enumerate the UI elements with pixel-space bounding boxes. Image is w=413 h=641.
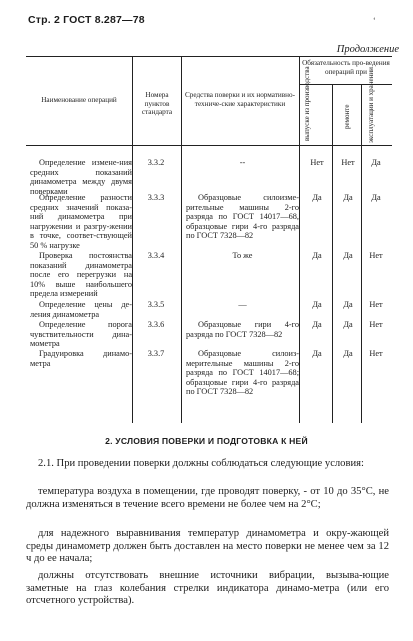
- table-row-2-operation-storage: Да: [371, 193, 381, 202]
- table-row-2-operation: Определение разности средних значений показа-ний динамометра при нагружении и разгру-жении в точке, соответ-ствующей 50 % нагрузке: [30, 193, 132, 250]
- table-row-6-operation-storage: Нет: [369, 349, 383, 358]
- page-mark: ‘: [373, 16, 376, 25]
- standard-number: ГОСТ 8.287—78: [63, 14, 145, 26]
- table-row-2-means: Образцовые силоизме-рительные машины 2-го разряда по ГОСТ 14017—68, образцовые гири 4-го разряда по ГОСТ 7328—82: [186, 193, 299, 241]
- table-row-4-operation-storage: Нет: [369, 300, 383, 309]
- table-row-6-point: 3.3.7: [147, 349, 165, 358]
- table-row-5-repair: Да: [343, 320, 353, 329]
- col-divider-4: [332, 84, 333, 423]
- header-release: выпуске из производства: [303, 66, 311, 141]
- col-divider-2: [181, 56, 182, 423]
- table-row-5-release: Да: [312, 320, 322, 329]
- table-row-1-operation: Определение измене-ния средних показаний динамометра между двумя поверками: [30, 158, 132, 196]
- table-row-6-release: Да: [312, 349, 322, 358]
- table-top-rule: [26, 56, 392, 57]
- paragraph-2: температура воздуха в помещении, где проводят поверку, - от 10 до 35°С, не должна изменяться в течение всего времени не более чем на 2°С;: [26, 486, 389, 510]
- table-header-rule: [26, 145, 392, 146]
- header-points: Номера пунктов стандарта: [141, 91, 173, 116]
- table-row-1-means: --: [239, 158, 246, 167]
- table-row-4-release: Да: [312, 300, 322, 309]
- table-row-6-repair: Да: [343, 349, 353, 358]
- table-row-3-operation: Проверка постоянства показаний динамометра после его перегрузки на 10% выше наибольшего предела измерений: [30, 251, 132, 299]
- table-row-2-release: Да: [312, 193, 322, 202]
- table-row-4-operation: Определение цены де-ления динамометра: [30, 300, 132, 319]
- continuation-label: Продолжение: [336, 44, 399, 55]
- page-number: Стр. 2: [28, 14, 61, 26]
- table-row-2-point: 3.3.3: [147, 193, 165, 202]
- table-row-3-means: То же: [232, 251, 253, 260]
- header-operation-storage: эксплуатации и хранении: [367, 67, 375, 143]
- table-row-4-means: —: [238, 300, 247, 309]
- table-row-3-operation-storage: Нет: [369, 251, 383, 260]
- header-obligatory: Обязательность про-ведения операций при: [302, 59, 390, 76]
- table-row-1-repair: Нет: [341, 158, 355, 167]
- paragraph-1: 2.1. При проведении поверки должны соблюдаться следующие условия:: [38, 458, 364, 469]
- paragraph-3: для надежного выравнивания температур динамометра и окру-жающей среды динамометр должен быть доставлен на место поверки не менее чем за 12 ч до ее начала;: [26, 528, 389, 565]
- table-row-6-operation: Градуировка динамо-метра: [30, 349, 132, 368]
- page-header: [28, 14, 145, 26]
- header-repair: ремонте: [343, 104, 351, 129]
- table-row-1-release: Нет: [310, 158, 324, 167]
- col-divider-3: [299, 56, 300, 423]
- section-title: 2. УСЛОВИЯ ПОВЕРКИ И ПОДГОТОВКА К НЕЙ: [105, 436, 308, 446]
- table-row-5-operation-storage: Нет: [369, 320, 383, 329]
- table-row-3-repair: Да: [343, 251, 353, 260]
- table-row-4-repair: Да: [343, 300, 353, 309]
- table-row-3-release: Да: [312, 251, 322, 260]
- table-row-3-point: 3.3.4: [147, 251, 165, 260]
- table-row-5-point: 3.3.6: [147, 320, 165, 329]
- table-row-1-point: 3.3.2: [147, 158, 165, 167]
- table-row-2-repair: Да: [343, 193, 353, 202]
- header-means: Средства поверки и их нормативно-техниче-ские характеристики: [185, 91, 295, 108]
- header-operation: Наименование операций: [41, 96, 117, 104]
- paragraph-4: должны отсутствовать внешние источники вибрации, вызыва-ющие заметные на глаз колебания стрелки индикатора динамо-метра (или его отсчетного устройства).: [26, 570, 389, 607]
- table-row-4-point: 3.3.5: [147, 300, 165, 309]
- table-row-6-means: Образцовые силоиз-мерительные машины 2-го разряда по ГОСТ 14017—68; образцовые гири 4-го разряда по ГОСТ 7328—82: [186, 349, 299, 397]
- col-divider-1: [132, 56, 133, 423]
- table-row-5-operation: Определение порога чувствительности дина-мометра: [30, 320, 132, 349]
- table-row-5-means: Образцовые гири 4-го разряда по ГОСТ 7328—82: [186, 320, 299, 339]
- obligatory-sub-rule: [299, 84, 392, 85]
- table-row-1-operation-storage: Да: [371, 158, 381, 167]
